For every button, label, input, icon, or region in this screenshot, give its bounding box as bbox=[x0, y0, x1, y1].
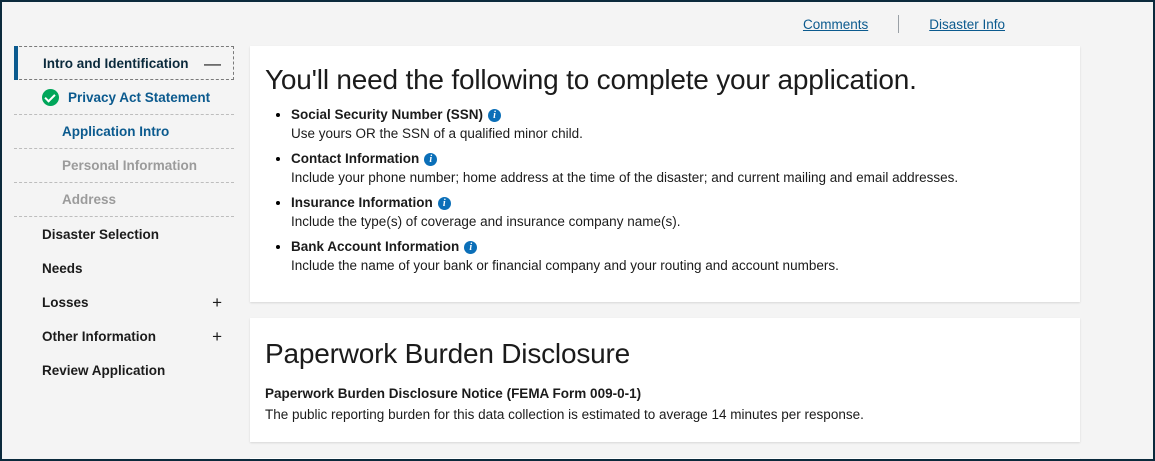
expand-plus-icon[interactable]: + bbox=[212, 292, 222, 312]
info-icon[interactable]: i bbox=[438, 197, 451, 210]
page-title: You'll need the following to complete your application. bbox=[265, 64, 917, 95]
requirements-card bbox=[250, 46, 1080, 302]
sidebar-subitem-label: Personal Information bbox=[62, 158, 198, 173]
top-utility-bar bbox=[2, 2, 1153, 46]
expand-plus-icon[interactable]: + bbox=[212, 326, 222, 346]
list-item bbox=[291, 194, 1058, 229]
sidebar-subitem-label: Privacy Act Statement bbox=[68, 89, 211, 105]
sidebar-item-label: Review Application bbox=[42, 362, 166, 378]
requirement-description: Use yours OR the SSN of a qualified minor child. bbox=[291, 126, 583, 141]
topbar-divider bbox=[898, 15, 899, 33]
requirement-title: Social Security Number (SSN) bbox=[291, 107, 484, 122]
info-icon[interactable]: i bbox=[464, 241, 477, 254]
sidebar-navigation bbox=[14, 46, 234, 387]
info-icon[interactable]: i bbox=[424, 153, 437, 166]
sidebar-item-label: Losses bbox=[42, 294, 89, 310]
sidebar-subitem-label: Address bbox=[62, 192, 117, 207]
requirement-title: Insurance Information bbox=[291, 195, 433, 210]
sidebar-item-intro-and-identification[interactable] bbox=[14, 46, 234, 80]
list-item bbox=[291, 106, 1058, 141]
sidebar-item-label: Disaster Selection bbox=[42, 226, 160, 242]
paperwork-heading: Paperwork Burden Disclosure bbox=[265, 338, 630, 369]
paperwork-text: The public reporting burden for this data collection is estimated to average 14 minutes per response. bbox=[265, 407, 864, 422]
requirement-description: Include the type(s) of coverage and insurance company name(s). bbox=[291, 214, 681, 229]
requirement-description: Include the name of your bank or financial company and your routing and account numbers. bbox=[291, 258, 839, 273]
requirement-title: Bank Account Information bbox=[291, 239, 460, 254]
sidebar-item-label: Other Information bbox=[42, 328, 156, 344]
paperwork-burden-card bbox=[250, 318, 1080, 442]
sidebar-item-privacy-act-statement[interactable] bbox=[14, 80, 234, 114]
sidebar-subitem-label: Application Intro bbox=[62, 124, 170, 139]
sidebar-subitems-intro-and-identification bbox=[14, 80, 234, 217]
sidebar-item-needs[interactable] bbox=[14, 251, 234, 285]
sidebar-item-label: Needs bbox=[42, 260, 83, 276]
sidebar-item-losses[interactable] bbox=[14, 285, 234, 319]
comments-link[interactable]: Comments bbox=[802, 16, 869, 32]
sidebar-item-disaster-selection[interactable] bbox=[14, 217, 234, 251]
requirements-list bbox=[265, 106, 1058, 273]
main-content bbox=[250, 46, 1080, 459]
paperwork-subheading: Paperwork Burden Disclosure Notice (FEMA Form 009-0-1) bbox=[265, 386, 642, 401]
requirement-title: Contact Information bbox=[291, 151, 420, 166]
list-item bbox=[291, 150, 1058, 185]
requirement-description: Include your phone number; home address at the time of the disaster; and current mailing and email addresses. bbox=[291, 170, 959, 185]
sidebar-item-application-intro[interactable] bbox=[14, 114, 234, 148]
disaster-info-link[interactable]: Disaster Info bbox=[929, 16, 1005, 32]
list-item bbox=[291, 238, 1058, 273]
sidebar-item-address bbox=[14, 182, 234, 216]
sidebar-item-review-application[interactable] bbox=[14, 353, 234, 387]
sidebar-item-personal-information bbox=[14, 148, 234, 182]
info-icon[interactable]: i bbox=[488, 109, 501, 122]
sidebar-item-label: Intro and Identification bbox=[43, 55, 189, 71]
collapse-minus-icon[interactable]: — bbox=[204, 53, 221, 73]
sidebar-item-other-information[interactable] bbox=[14, 319, 234, 353]
check-circle-icon bbox=[42, 89, 59, 106]
